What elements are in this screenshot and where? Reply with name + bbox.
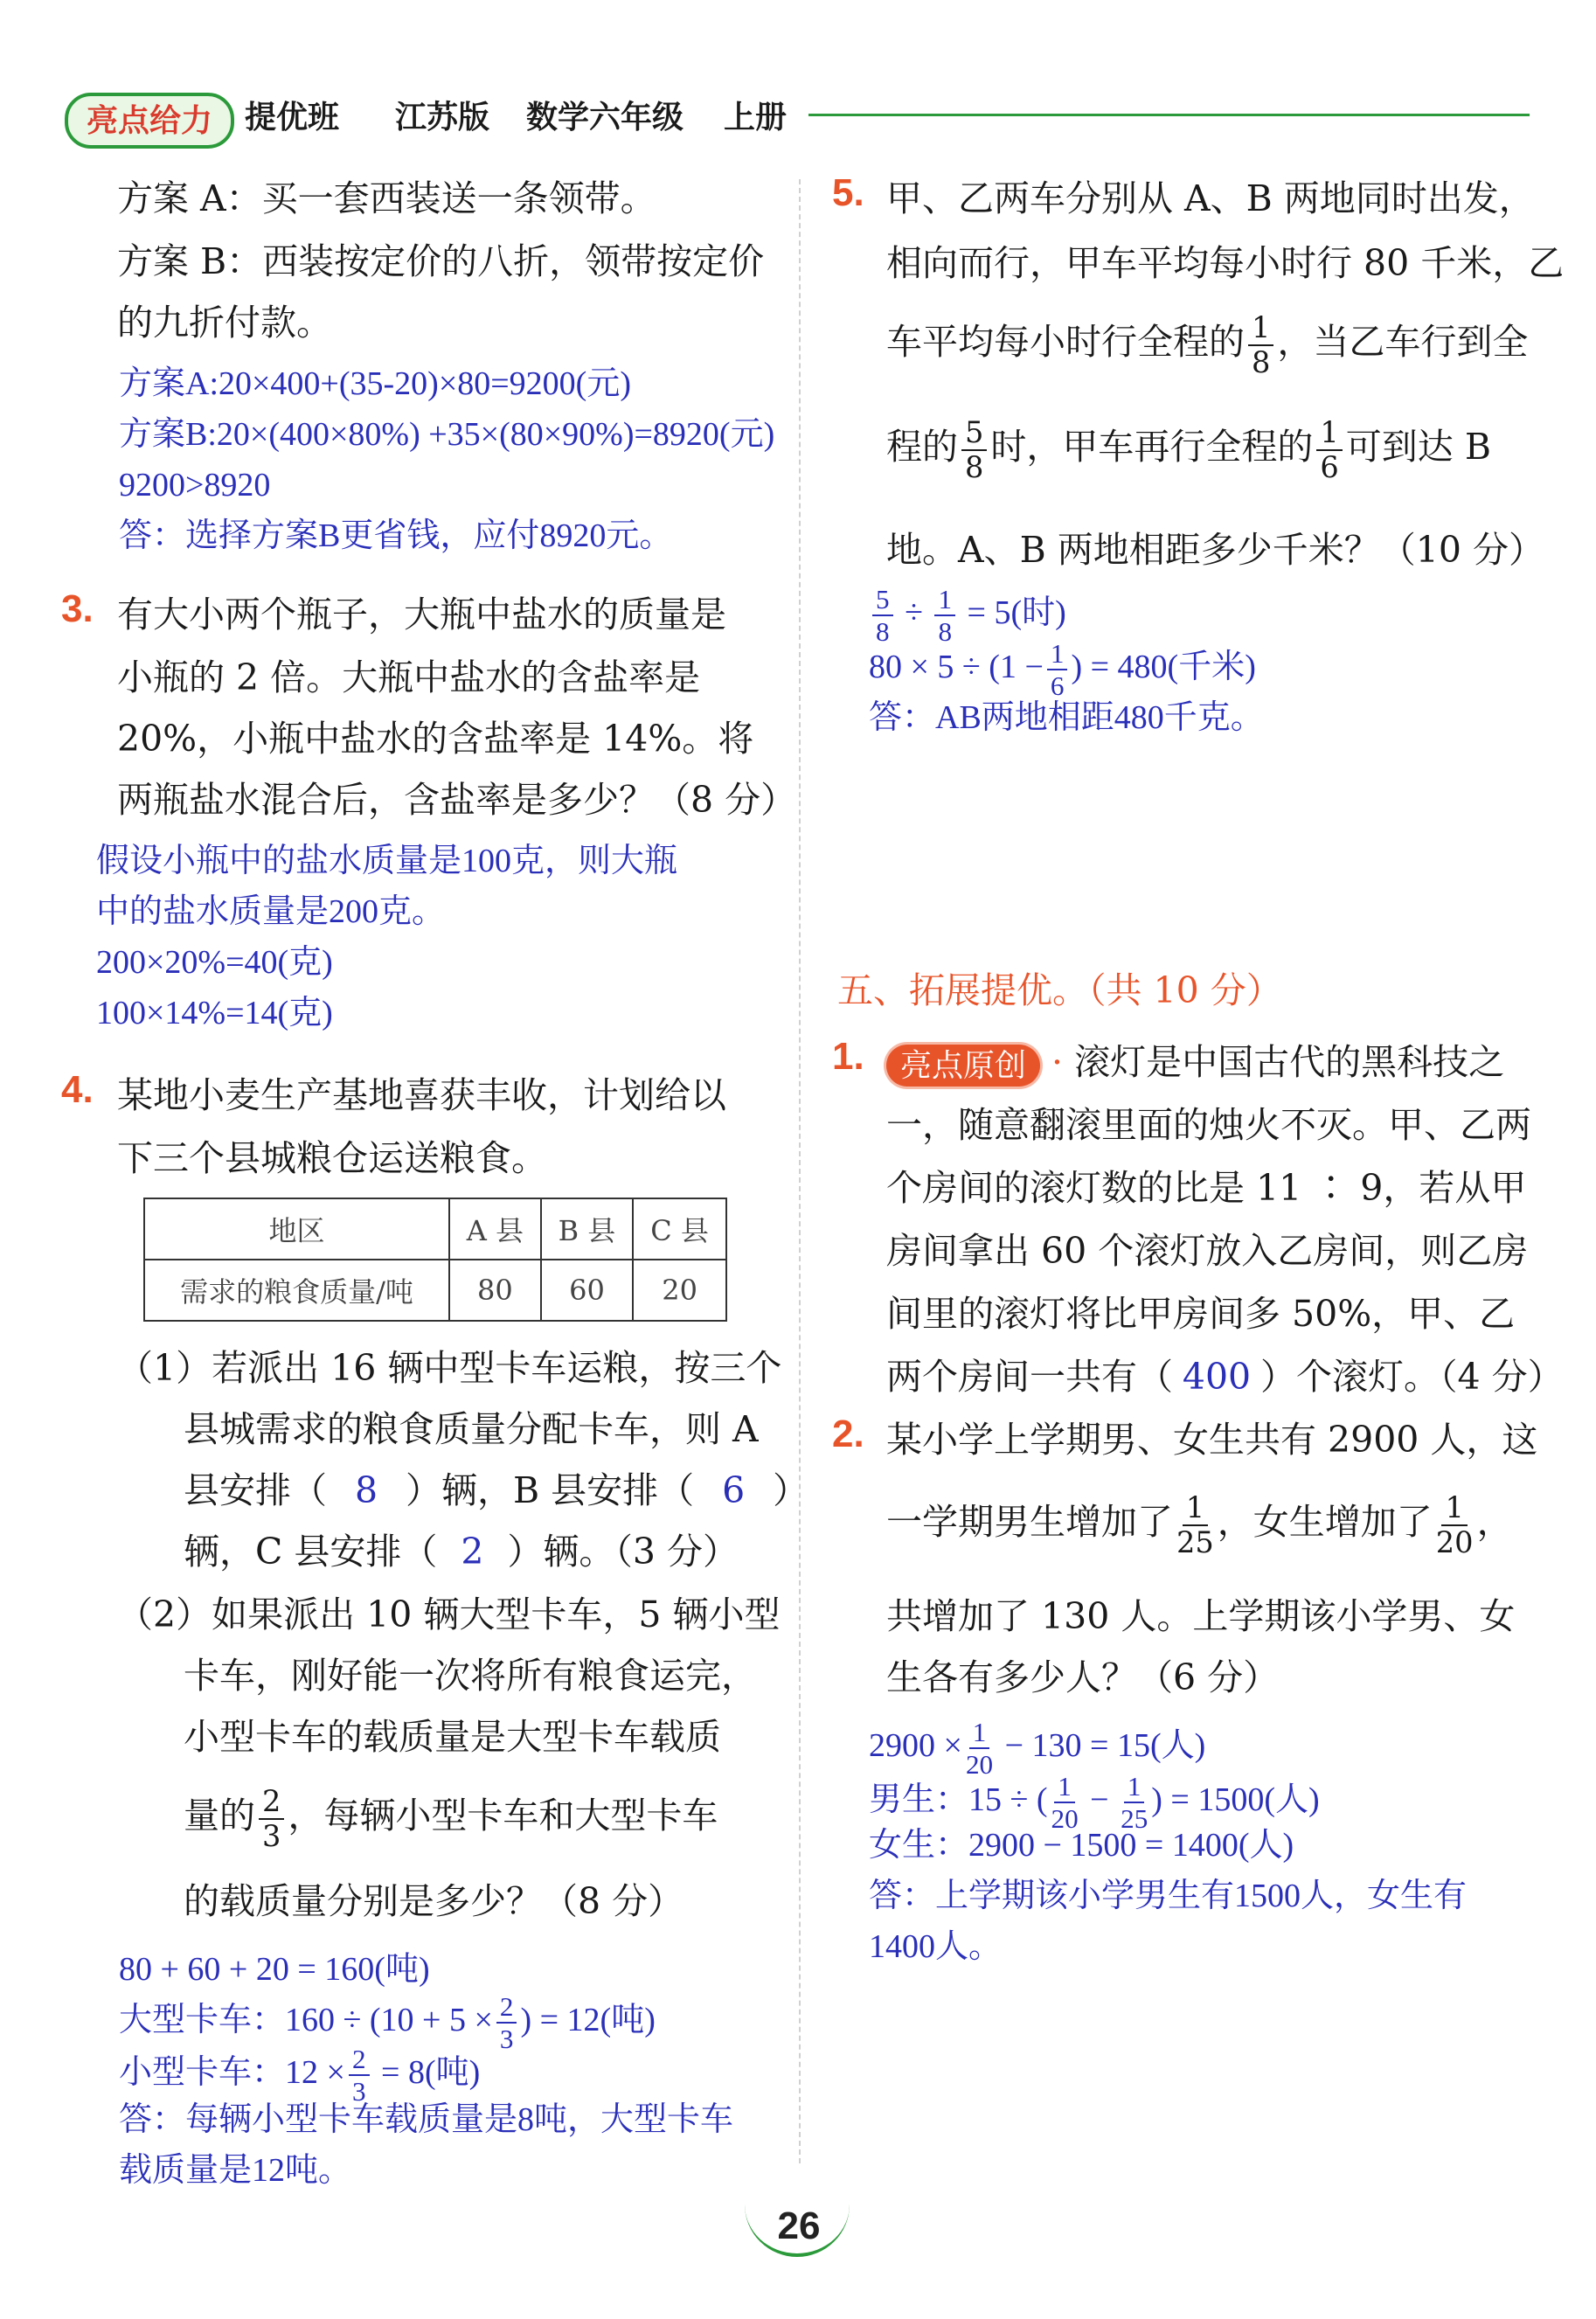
e1-line: 两个房间一共有（ 400 ）个滚灯。（4 分） — [886, 1346, 1564, 1407]
e1-line: 房间拿出 60 个滚灯放入乙房间，则乙房 — [886, 1230, 1529, 1272]
answer-line: 答：选择方案B更省钱，应付8920元。 — [119, 517, 673, 554]
q5-line: 甲、乙两车分别从 A、B 两地同时出发， — [886, 177, 1535, 219]
q4-p2-line: 的载质量分别是多少？（8 分） — [184, 1880, 684, 1922]
question-number: 5. — [832, 171, 864, 214]
q4-p2-line: 卡车，刚好能一次将所有粮食运完， — [184, 1655, 757, 1697]
q4-line: 某地小麦生产基地喜获丰收，计划给以 — [117, 1074, 726, 1116]
plan-a-text: 方案 A：买一套西装送一条领带。 — [117, 177, 656, 219]
plan-b-text-2: 的九折付款。 — [117, 302, 332, 344]
fraction: $\frac{2}{3}$ — [259, 1787, 284, 1850]
answer-line: 答：每辆小型卡车载质量是8吨，大型卡车 — [119, 2101, 734, 2138]
series-title: 提优班 — [245, 99, 340, 135]
q4-line: 下三个县城粮仓运送粮食。 — [117, 1137, 547, 1179]
table-header: C 县 — [633, 1198, 726, 1260]
e2-line: 一学期男生增加了 $\frac{1}{25}$ ，女生增加了 $\frac{1}{20}$ ， — [886, 1489, 1513, 1559]
answer-blank: 6 — [722, 1469, 746, 1511]
e2-line: 共增加了 130 人。上学期该小学男、女 — [886, 1595, 1516, 1637]
grain-demand-table — [143, 1198, 727, 1322]
e2-line: 某小学上学期男、女生共有 2900 人，这 — [886, 1419, 1538, 1461]
q3-line: 20%，小瓶中盐水的含盐率是 14%。将 — [117, 718, 754, 760]
e1-line: 一，随意翻滚里面的烛火不灭。甲、乙两 — [886, 1104, 1531, 1146]
answer-line: 载质量是12吨。 — [119, 2152, 352, 2189]
answer-line: 女生：2900 − 1500 = 1400(人) — [869, 1827, 1294, 1864]
header-rule — [808, 114, 1530, 116]
answer-line: 答：AB两地相距480千克。 — [869, 699, 1264, 736]
answer-line: 方案B:20×(400×80%) +35×(80×90%)=8920(元) — [119, 416, 775, 453]
q4-p2-line: 小型卡车的载质量是大型卡车载质 — [184, 1716, 721, 1758]
q4-p1-line: 县安排（ 8 ）辆，B 县安排（ 6 ） — [184, 1460, 808, 1521]
volume-label: 上册 — [724, 99, 788, 135]
q4-p1-line: （1）若派出 16 辆中型卡车运粮，按三个 — [117, 1347, 782, 1389]
q4-p1-line: 县城需求的粮食质量分配卡车，则 A — [184, 1408, 759, 1450]
question-number: 1. — [832, 1035, 864, 1078]
e1-line: 间里的滚灯将比甲房间多 50%，甲、乙 — [886, 1293, 1516, 1335]
q5-line: 车平均每小时行全程的 $\frac{1}{8}$ ，当乙车行到全 — [886, 309, 1529, 379]
edition-label: 江苏版 — [395, 99, 490, 135]
table-header: B 县 — [541, 1198, 633, 1260]
answer-line: 男生：15 ÷ ( $\frac{1}{20}$ − $\frac{1}{25}$ ) = 1500(人) — [869, 1771, 1320, 1835]
answer-line: 1400人。 — [869, 1928, 1003, 1965]
table-header: A 县 — [449, 1198, 541, 1260]
answer-line: 80 + 60 + 20 = 160(吨) — [119, 1951, 430, 1988]
subject-label: 数学六年级 — [526, 99, 684, 135]
q4-p2-line: （2）如果派出 10 辆大型卡车，5 辆小型 — [117, 1593, 781, 1635]
answer-blank: 400 — [1182, 1356, 1252, 1398]
answer-line: 小型卡车：12 × $\frac{2}{3}$ = 8(吨) — [119, 2044, 481, 2107]
original-tag: 亮点原创 — [886, 1045, 1040, 1087]
answer-line: 假设小瓶中的盐水质量是100克，则大瓶 — [96, 843, 678, 879]
brand-badge: 亮点给力 — [65, 93, 234, 149]
answer-line: $\frac{5}{8}$ ÷ $\frac{1}{8}$ = 5(时) — [869, 586, 1066, 645]
answer-line: 9200>8920 — [119, 467, 271, 503]
q3-line: 有大小两个瓶子，大瓶中盐水的质量是 — [117, 594, 726, 635]
answer-blank: 2 — [461, 1531, 484, 1573]
table-cell: 20 — [633, 1260, 726, 1321]
column-divider — [799, 179, 801, 2163]
e1-line: 个房间的滚灯数的比是 11 ∶ 9，若从甲 — [886, 1167, 1527, 1209]
table-header: 地区 — [144, 1198, 449, 1260]
page-number: 26 — [777, 2204, 821, 2247]
plan-b-text-1: 方案 B：西装按定价的八折，领带按定价 — [117, 240, 765, 282]
answer-line: 中的盐水质量是200克。 — [96, 893, 446, 930]
answer-line: 大型卡车：160 ÷ (10 + 5 × $\frac{2}{3}$ ) = 12(吨) — [119, 1991, 656, 2055]
question-number: 2. — [832, 1413, 864, 1455]
section-heading: 五、拓展提优。（共 10 分） — [837, 969, 1282, 1011]
table-row-label: 需求的粮食质量/吨 — [144, 1260, 449, 1321]
table-cell: 60 — [541, 1260, 633, 1321]
e2-line: 生各有多少人？（6 分） — [886, 1656, 1280, 1698]
q5-line: 地。A、B 两地相距多少千米？（10 分） — [886, 529, 1544, 571]
question-number: 3. — [61, 587, 94, 630]
q4-p1-line: 辆，C 县安排（ 2 ）辆。（3 分） — [184, 1521, 739, 1582]
answer-line: 100×14%=14(克) — [96, 995, 333, 1031]
answer-line: 答：上学期该小学男生有1500人，女生有 — [869, 1878, 1468, 1914]
q4-p2-line: 量的 $\frac{2}{3}$ ，每辆小型卡车和大型卡车 — [184, 1783, 718, 1853]
question-number: 4. — [61, 1068, 94, 1111]
answer-line: 80 × 5 ÷ (1 − $\frac{1}{6}$ ) = 480(千米) — [869, 638, 1256, 702]
answer-line: 200×20%=40(克) — [96, 944, 333, 981]
q5-line: 相向而行，甲车平均每小时行 80 千米，乙 — [886, 242, 1565, 284]
answer-blank: 8 — [354, 1469, 378, 1511]
answer-line: 2900 × $\frac{1}{20}$ − 130 = 15(人) — [869, 1717, 1206, 1781]
answer-line: 方案A:20×400+(35-20)×80=9200(元) — [119, 365, 631, 402]
q3-line: 两瓶盐水混合后，含盐率是多少？（8 分） — [117, 779, 797, 821]
q3-line: 小瓶的 2 倍。大瓶中盐水的含盐率是 — [117, 656, 701, 698]
q5-line: 程的 $\frac{5}{8}$ 时，甲车再行全程的 $\frac{1}{6}$ 可到达 B — [886, 414, 1491, 484]
e1-line: 亮点原创 · 滚灯是中国古代的黑科技之 — [886, 1031, 1504, 1093]
table-cell: 80 — [449, 1260, 541, 1321]
